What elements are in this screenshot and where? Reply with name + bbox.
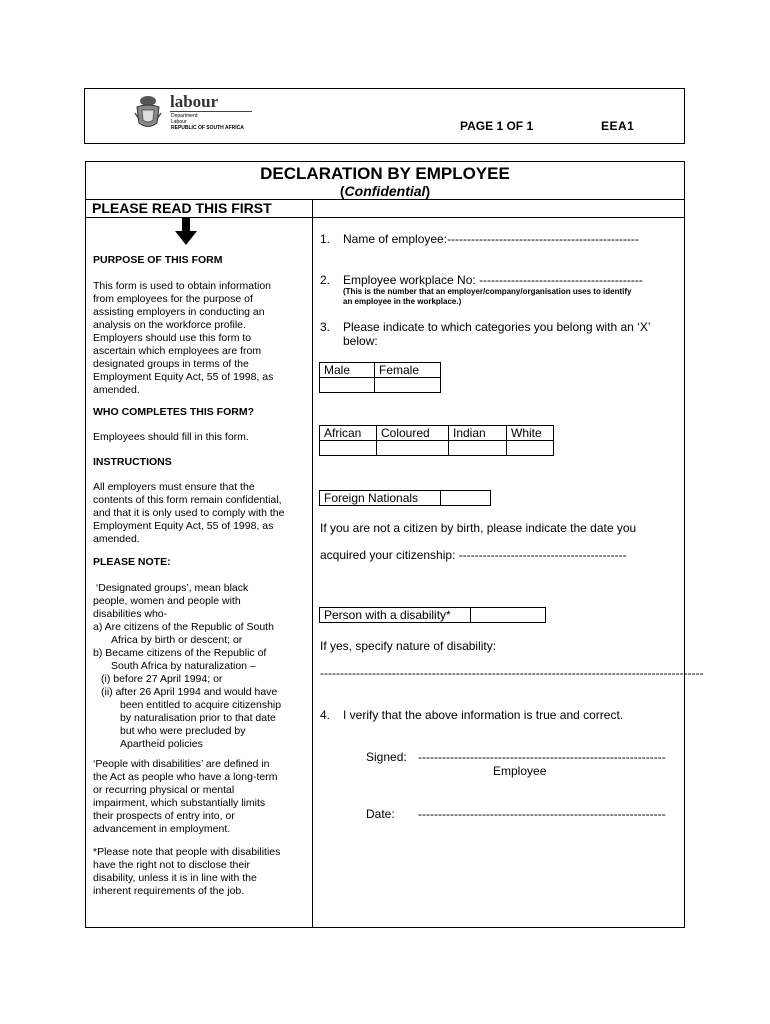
disability-nature-field[interactable]: ------------------------------------------------------------------------------------------------ — [320, 666, 704, 680]
logo-line-republic: REPUBLIC OF SOUTH AFRICA — [171, 125, 244, 131]
foreign-nationals-checkbox[interactable] — [441, 491, 491, 506]
race-option-white: White — [507, 426, 554, 441]
logo-brand: labour — [170, 92, 219, 111]
race-white-checkbox[interactable] — [507, 441, 554, 456]
foreign-nationals-table — [319, 490, 491, 506]
disabilities-line: ‘People with disabilities’ are defined in — [93, 758, 270, 770]
page-subtitle: (Confidential) — [339, 183, 431, 199]
signed-label: Signed: — [366, 750, 407, 764]
designated-b-line: b) Became citizens of the Republic of — [93, 647, 267, 659]
instructions-text — [93, 481, 309, 546]
q4-number: 4. — [320, 708, 331, 722]
disabilities-line: advancement in employment. — [93, 823, 231, 835]
designated-b-line: South Africa by naturalization – — [111, 660, 256, 672]
purpose-heading: PURPOSE OF THIS FORM — [93, 254, 223, 266]
q1-number: 1. — [320, 232, 331, 246]
instructions-line: amended. — [93, 533, 140, 545]
disabilities-line: the Act as people who have a long-term — [93, 771, 278, 783]
disclose-note-text — [93, 846, 309, 898]
q3-number: 3. — [320, 320, 331, 334]
disclose-line: have the right not to disclose their — [93, 859, 251, 871]
race-option-african: African — [320, 426, 377, 441]
form-code: EEA1 — [601, 119, 635, 133]
purpose-line: This form is used to obtain information — [93, 280, 271, 292]
page-title: DECLARATION BY EMPLOYEE — [260, 164, 510, 183]
instructions-line: and that it is only used to comply with the — [93, 507, 285, 519]
disabilities-definition-text — [93, 758, 309, 836]
designated-a-line: a) Are citizens of the Republic of South — [93, 621, 274, 633]
citizenship-label: acquired your citizenship: — [320, 548, 459, 562]
disability-specify-label: If yes, specify nature of disability: — [320, 639, 497, 653]
designated-groups-text — [93, 582, 309, 751]
gender-option-male: Male — [320, 363, 375, 378]
page-label: PAGE 1 OF 1 — [460, 119, 534, 133]
designated-ii-line: (ii) after 26 April 1994 and would have — [101, 686, 278, 698]
foreign-nationals-label: Foreign Nationals — [320, 491, 441, 506]
disclose-line: disability, unless it is in line with the — [93, 872, 257, 884]
employee-name-field[interactable]: Name of employee:------------------------------------------------ — [343, 232, 639, 246]
q2-note-line: an employee in the workplace.) — [343, 297, 462, 306]
designated-line: people, women and people with — [93, 595, 241, 607]
employee-caption: Employee — [493, 764, 547, 778]
race-coloured-checkbox[interactable] — [377, 441, 449, 456]
arrow-down-icon — [175, 218, 197, 250]
gender-table — [319, 362, 441, 393]
designated-ii-line: been entitled to acquire citizenship — [120, 699, 282, 711]
disclose-line: inherent requirements of the job. — [93, 885, 245, 897]
designated-ii-line: but who were precluded by — [120, 725, 246, 737]
column-divider — [312, 199, 313, 928]
subtitle-text: Confidential — [344, 183, 426, 199]
q1-label: Name of employee: — [343, 232, 448, 246]
logo-line-labour: Labour — [171, 119, 187, 125]
purpose-line: ascertain which employees are from — [93, 345, 262, 357]
instructions-line: Employment Equity Act, 55 of 1998, as — [93, 520, 274, 532]
designated-line: disabilities who- — [93, 608, 168, 620]
citizenship-date-field[interactable]: acquired your citizenship: ------------------------------------------ — [320, 548, 627, 562]
read-first-heading: PLEASE READ THIS FIRST — [92, 200, 272, 216]
q2-label: Employee workplace No: — [343, 273, 480, 287]
q2-note — [343, 287, 683, 307]
purpose-line: Employers should use this form to — [93, 332, 252, 344]
date-field[interactable]: -------------------------------------------------------------- — [418, 807, 666, 821]
note-heading: PLEASE NOTE: — [93, 556, 171, 568]
q2-number: 2. — [320, 273, 331, 287]
purpose-text — [93, 280, 309, 397]
disabilities-line: their prospects of entry into, or — [93, 810, 235, 822]
citizenship-text: If you are not a citizen by birth, please indicate the date you — [320, 521, 637, 535]
race-african-checkbox[interactable] — [320, 441, 377, 456]
workplace-number-field[interactable]: Employee workplace No: ----------------------------------------- — [343, 273, 643, 287]
purpose-line: from employees for the purpose of — [93, 293, 253, 305]
race-option-indian: Indian — [449, 426, 507, 441]
disabilities-line: impairment, which substantially limits — [93, 797, 266, 809]
disability-checkbox[interactable] — [471, 608, 546, 623]
coat-of-arms-icon — [133, 93, 163, 131]
instructions-heading: INSTRUCTIONS — [93, 456, 172, 468]
instructions-line: contents of this form remain confidential, — [93, 494, 282, 506]
purpose-line: designated groups in terms of the — [93, 358, 249, 370]
gender-option-female: Female — [375, 363, 441, 378]
purpose-line: amended. — [93, 384, 140, 396]
gender-male-checkbox[interactable] — [320, 378, 375, 393]
q3-line: below: — [343, 334, 378, 348]
logo-line-department: Department: — [171, 113, 199, 119]
designated-a-line: Africa by birth or descent; or — [111, 634, 243, 646]
signature-field[interactable]: -------------------------------------------------------------- — [418, 750, 666, 764]
who-heading: WHO COMPLETES THIS FORM? — [93, 406, 254, 418]
q4-statement: I verify that the above information is true and correct. — [343, 708, 624, 722]
who-text: Employees should fill in this form. — [93, 431, 249, 443]
purpose-line: assisting employers in conducting an — [93, 306, 265, 318]
designated-ii-line: Apartheid policies — [120, 738, 203, 750]
gender-female-checkbox[interactable] — [375, 378, 441, 393]
designated-line: ‘Designated groups’, mean black — [93, 582, 249, 594]
q3-line: Please indicate to which categories you belong with an ‘X’ — [343, 320, 651, 334]
disclose-line: *Please note that people with disabilities — [93, 846, 281, 858]
race-table — [319, 425, 554, 456]
purpose-line: analysis on the workforce profile. — [93, 319, 246, 331]
q3-question — [343, 320, 683, 348]
instructions-line: All employers must ensure that the — [93, 481, 255, 493]
date-label: Date: — [366, 807, 395, 821]
disability-label: Person with a disability* — [320, 608, 471, 623]
designated-i-line: (i) before 27 April 1994; or — [101, 673, 223, 685]
purpose-line: Employment Equity Act, 55 of 1998, as — [93, 371, 274, 383]
disabilities-line: or recurring physical or mental — [93, 784, 235, 796]
race-indian-checkbox[interactable] — [449, 441, 507, 456]
q2-note-line: (This is the number that an employer/company/organisation uses to identify — [343, 287, 632, 296]
race-option-coloured: Coloured — [377, 426, 449, 441]
designated-ii-line: by naturalisation prior to that date — [120, 712, 276, 724]
logo-divider — [170, 111, 252, 112]
disability-table — [319, 607, 546, 623]
